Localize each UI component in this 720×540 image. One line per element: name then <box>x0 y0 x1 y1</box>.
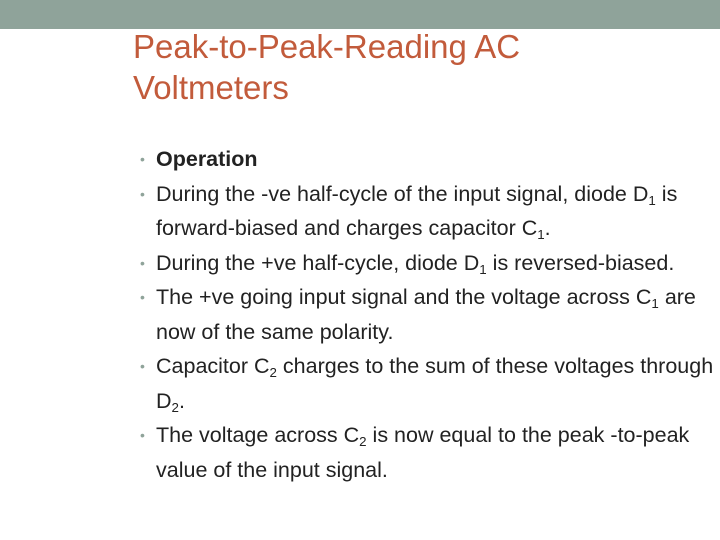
bullet-operation <box>140 142 715 177</box>
bullet-negative-half-cycle <box>140 177 715 246</box>
bullet-text: During the +ve half-cycle, diode $D_1$ is reversed-biased. <box>156 250 675 277</box>
slide-body <box>140 142 715 487</box>
header-accent-band <box>0 0 720 29</box>
bullet-text: Capacitor $C_2$ charges to the sum of these voltages through $D_2$. <box>156 354 714 415</box>
slide-title-line-1: Peak-to-Peak-Reading AC <box>133 28 521 65</box>
bullet-positive-half-cycle <box>140 246 715 281</box>
bullet-icon: • <box>140 185 145 202</box>
bullet-text: The +ve going input signal and the voltage across $C_1$ are now of the same polarity. <box>156 285 696 344</box>
bullet-icon: • <box>140 254 145 271</box>
bullet-text: During the -ve half-cycle of the input signal, diode $D_1$ is forward-biased and charges capacitor $C_1$. <box>156 181 678 242</box>
bullet-capacitor-c2-charges <box>140 349 715 418</box>
bullet-same-polarity <box>140 280 715 349</box>
bullet-peak-to-peak <box>140 418 715 487</box>
bullet-icon: • <box>140 289 145 305</box>
bullet-icon: • <box>140 427 145 443</box>
bullet-icon: • <box>140 358 145 374</box>
slide-title-line-2: Voltmeters <box>133 69 289 106</box>
bullet-icon: • <box>140 151 145 167</box>
slide-title <box>133 26 693 108</box>
bullet-text: Operation <box>156 147 258 171</box>
bullet-text: The voltage across $C_2$ is now equal to the peak -to-peak value of the input signal. <box>156 423 690 482</box>
